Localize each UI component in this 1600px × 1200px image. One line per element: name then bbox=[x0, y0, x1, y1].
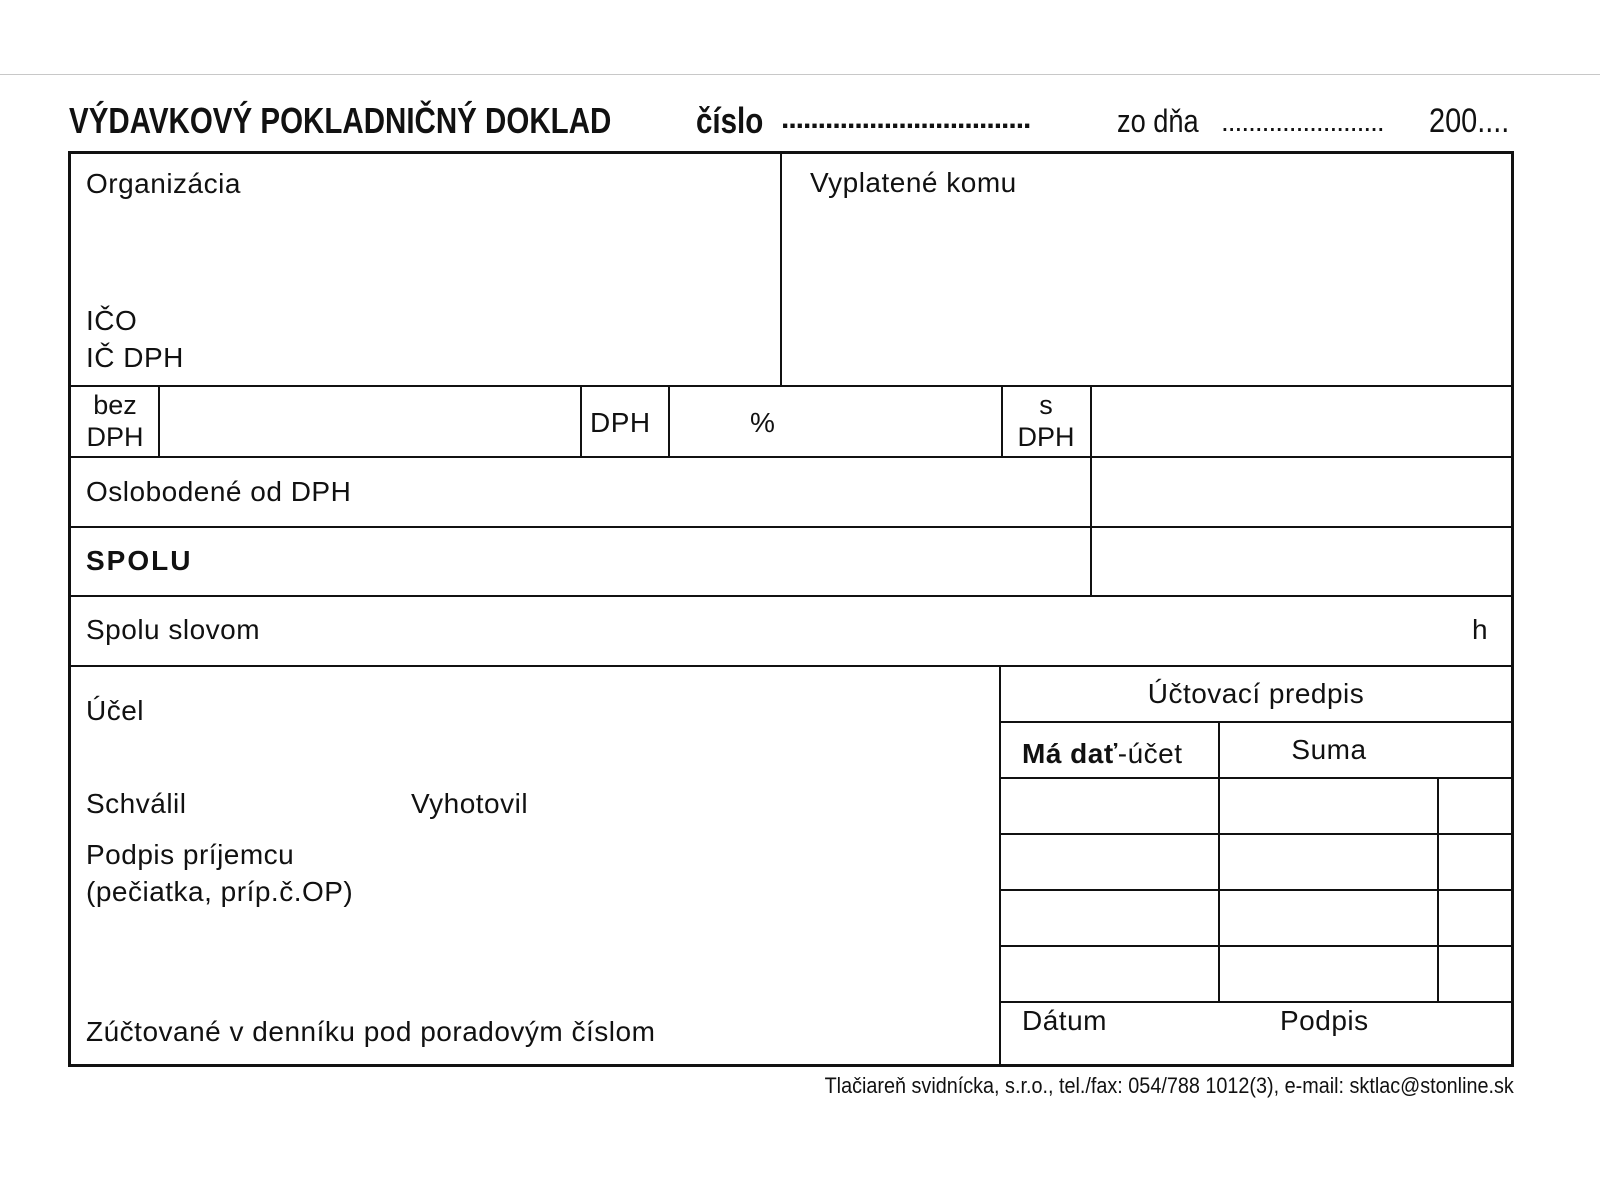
date-sign-label: Dátum bbox=[1022, 1005, 1107, 1036]
vat-exempt-label: Oslobodené od DPH bbox=[86, 476, 352, 507]
ic-dph-label: IČ DPH bbox=[86, 342, 184, 373]
with-label: s bbox=[1039, 390, 1053, 420]
col-divider bbox=[158, 386, 160, 457]
percent-label: % bbox=[750, 407, 776, 438]
without-vat-label bbox=[74, 389, 156, 453]
acct-divider bbox=[1000, 777, 1512, 779]
title-text: VÝDAVKOVÝ POKLADNIČNÝ DOKLAD bbox=[69, 100, 612, 141]
col-divider bbox=[999, 666, 1001, 1066]
total-label: SPOLU bbox=[86, 545, 193, 576]
ico-label: IČO bbox=[86, 305, 138, 336]
col-divider bbox=[780, 153, 782, 386]
date-label: zo dňa bbox=[1117, 103, 1199, 139]
without-vat-sub: DPH bbox=[86, 422, 144, 452]
approved-by-label: Schválil bbox=[86, 788, 187, 819]
document-title bbox=[69, 100, 1519, 148]
row-divider bbox=[70, 456, 1512, 458]
row-divider bbox=[70, 385, 1512, 387]
debit-label: Má dať bbox=[1022, 738, 1118, 769]
top-divider bbox=[0, 74, 1600, 75]
purpose-label: Účel bbox=[86, 695, 145, 726]
stamp-label: (pečiatka, príp.č.OP) bbox=[86, 876, 354, 907]
prepared-by-label: Vyhotovil bbox=[411, 788, 529, 819]
halier-label: h bbox=[1472, 614, 1489, 645]
acct-divider bbox=[1000, 721, 1512, 723]
number-label: číslo bbox=[696, 100, 764, 141]
organization-label: Organizácia bbox=[86, 168, 241, 199]
date-field[interactable]: ........................ bbox=[1221, 106, 1384, 137]
row-divider bbox=[70, 595, 1512, 597]
recipient-signature-label: Podpis príjemcu bbox=[86, 839, 295, 870]
col-divider bbox=[580, 386, 582, 457]
col-divider bbox=[1090, 386, 1092, 596]
without-label: bez bbox=[93, 390, 137, 420]
acct-divider bbox=[1000, 945, 1512, 947]
account-label: -účet bbox=[1117, 738, 1183, 769]
form-frame bbox=[68, 151, 1514, 1067]
vat-label: DPH bbox=[590, 407, 651, 438]
printer-footer: Tlačiareň svidnícka, s.r.o., tel./fax: 054/788 1012(3), e-mail: sktlac@stonline.sk bbox=[824, 1073, 1514, 1098]
col-divider bbox=[1001, 386, 1003, 457]
signature-label: Podpis bbox=[1280, 1005, 1369, 1036]
with-vat-sub: DPH bbox=[1017, 422, 1075, 452]
acct-divider bbox=[1000, 833, 1512, 835]
acct-col-divider bbox=[1437, 778, 1439, 1002]
year-field[interactable]: 200.... bbox=[1429, 102, 1510, 140]
journal-number-label: Zúčtované v denníku pod poradovým číslom bbox=[86, 1016, 656, 1047]
with-vat-label bbox=[1004, 389, 1088, 453]
total-in-words-label: Spolu slovom bbox=[86, 614, 261, 645]
col-divider bbox=[668, 386, 670, 457]
accounting-title: Účtovací predpis bbox=[1147, 678, 1365, 709]
row-divider bbox=[70, 526, 1512, 528]
paid-to-label: Vyplatené komu bbox=[810, 167, 1017, 198]
acct-divider bbox=[1000, 889, 1512, 891]
amount-label: Suma bbox=[1291, 734, 1367, 765]
row-divider bbox=[70, 665, 1512, 667]
number-field[interactable]: .................................. bbox=[781, 102, 1031, 135]
acct-divider bbox=[1000, 1001, 1512, 1003]
debit-account-label bbox=[1022, 738, 1183, 770]
